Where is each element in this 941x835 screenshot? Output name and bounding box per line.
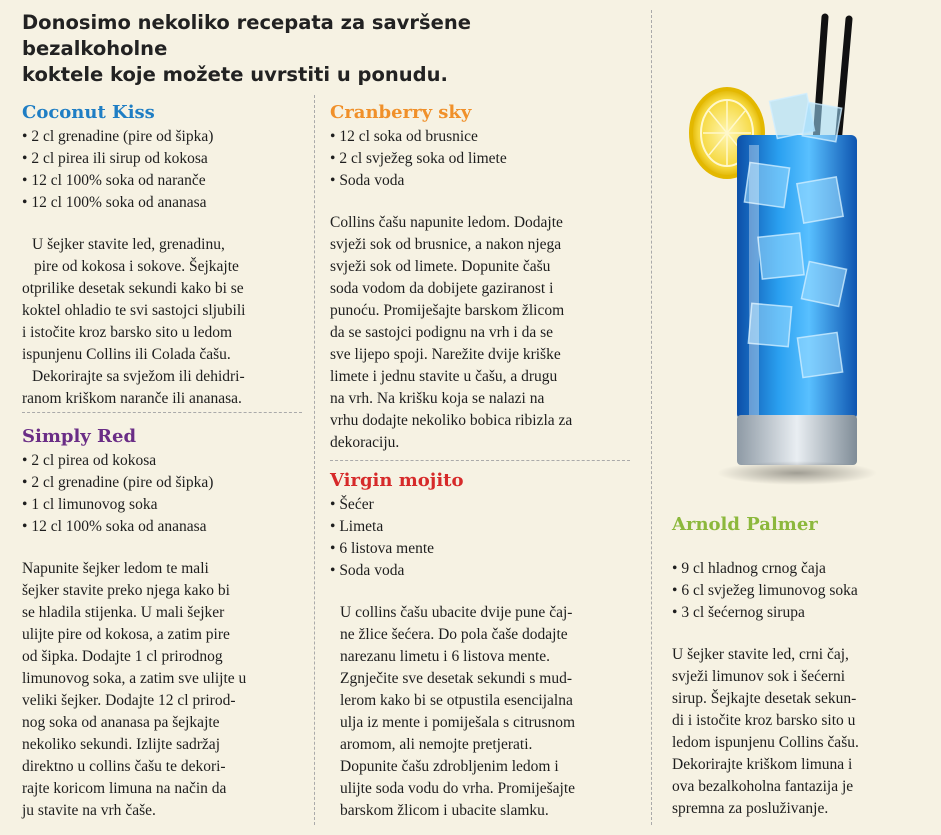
ingredient-item: • Soda voda [330,560,640,582]
instruction-line: di i istočite kroz barsko sito u [672,712,856,729]
instruction-line: vrhu dodajte nekoliko bobica ribizla za [330,412,573,429]
straw-right [837,19,849,155]
instruction-line: Napunite šejker ledom te mali [22,560,209,577]
recipe-title: Virgin mojito [330,470,464,491]
instruction-line: aromom, ali nemojte pretjerati. [340,736,533,753]
instruction-line: limete i jednu stavite u čašu, a drugu [330,368,558,385]
instruction-line: sirup. Šejkajte desetak sekun- [672,690,857,707]
ingredient-item: • Šećer [330,494,640,516]
instruction-line: ranom kriškom naranče ili ananasa. [22,390,242,407]
ingredient-item: • Limeta [330,516,640,538]
ingredient-item: • 2 cl grenadine (pire od šipka) [22,472,307,494]
glass-shadow [717,461,877,485]
instruction-line: otprilike desetak sekundi kako bi se [22,280,244,297]
ingredient-item: • 12 cl 100% soka od naranče [22,170,307,192]
instruction-line: i istočite kroz barsko sito u ledom [22,324,233,341]
recipe-title: Simply Red [22,426,137,447]
recipe-title: Coconut Kiss [22,102,155,123]
instruction-line: ulijte pire od kokosa, a zatim pire [22,626,230,643]
blue-cocktail-illustration [665,5,935,495]
recipe-title: Arnold Palmer [672,514,818,535]
instruction-line: direktno u collins čašu te dekori- [22,758,226,775]
recipe-arnold-palmer [672,514,932,820]
ingredient-item: • 2 cl pirea ili sirup od kokosa [22,148,307,170]
glass-base [737,415,857,465]
intro-line: koktele koje možete uvrstiti u ponudu. [22,63,448,86]
ingredient-item: • Soda voda [330,170,640,192]
intro-line: Donosimo nekoliko recepata za savršene bezalkoholne [22,11,471,60]
instruction-line: soda vodom da dobijete gaziranost i [330,280,554,297]
column-divider [651,10,652,825]
instructions [22,234,307,410]
recipe-coconut-kiss [22,102,307,410]
intro-heading [22,10,612,88]
section-divider [330,460,630,461]
instruction-line: spremna za posluživanje. [672,800,829,817]
instruction-line: pire od kokosa i sokove. Šejkajte [34,258,239,275]
glass-highlight [749,145,759,415]
instruction-line: svježi limunov sok i šećerni [672,668,846,685]
instruction-line: sve lijepo spoji. Narežite dvije kriške [330,346,561,363]
ingredient-item: • 1 cl limunovog soka [22,494,307,516]
instruction-line: lerom kako bi se otpustila esencijalna [340,692,573,709]
ingredient-item: • 2 cl pirea od kokosa [22,450,307,472]
instruction-line: dekoraciju. [330,434,400,451]
instruction-line: od šipka. Dodajte 1 cl prirodnog [22,648,223,665]
instruction-line: ju stavite na vrh čaše. [22,802,156,819]
instruction-line: U šejker stavite led, grenadinu, [32,236,225,253]
ingredient-list [330,494,640,582]
instruction-line: Dekorirajte sa svježom ili dehidri- [32,368,245,385]
instruction-line: se hladila stijenka. U mali šejker [22,604,225,621]
ingredient-item: • 9 cl hladnog crnog čaja [672,558,932,580]
instructions [672,644,932,820]
recipe-simply-red [22,426,307,822]
instruction-line: ulijte soda vodu do vrha. Promiješajte [340,780,576,797]
ingredient-item: • 2 cl svježeg soka od limete [330,148,640,170]
recipe-cranberry-sky [330,102,640,454]
instruction-line: limunovog soka, a zatim sve ulijte u [22,670,247,687]
instruction-line: rajte koricom limuna na način da [22,780,227,797]
instruction-line: narezanu limetu i 6 listova mente. [340,648,551,665]
instruction-line: nekoliko sekundi. Izlijte sadržaj [22,736,220,753]
instruction-line: svježi sok od brusnice, a nakon njega [330,236,562,253]
instruction-line: ova bezalkoholna fantazija je [672,778,854,795]
column-divider [314,95,315,825]
ingredient-item: • 12 cl 100% soka od ananasa [22,516,307,538]
ingredient-item: • 12 cl 100% soka od ananasa [22,192,307,214]
instruction-line: šejker stavite preko njega kako bi [22,582,230,599]
section-divider [22,412,302,413]
instruction-line: ispunjenu Collins ili Colada čašu. [22,346,231,363]
ingredient-list [672,558,932,624]
instruction-line: punoću. Promiješajte barskom žlicom [330,302,565,319]
instruction-line: Zgnječite sve desetak sekundi s mud- [340,670,573,687]
instruction-line: svježi sok od limete. Dopunite čašu [330,258,551,275]
instruction-line: ulja iz mente i pomiješala s citrusnom [340,714,576,731]
ingredient-list [22,450,307,538]
ingredient-list [22,126,307,214]
instruction-line: Dekorirajte kriškom limuna i [672,756,853,773]
instruction-line: ledom ispunjenu Collins čašu. [672,734,859,751]
instruction-line: veliki šejker. Dodajte 12 cl prirod- [22,692,236,709]
instruction-line: Collins čašu napunite ledom. Dodajte [330,214,563,231]
instruction-line: U collins čašu ubacite dvije pune čaj- [340,604,573,621]
instruction-line: U šejker stavite led, crni čaj, [672,646,849,663]
instruction-line: da se sastojci podignu na vrh i da se [330,324,553,341]
ingredient-item: • 6 listova mente [330,538,640,560]
instruction-line: barskom žlicom i ubacite slamku. [340,802,549,819]
ingredient-list [330,126,640,192]
instruction-line: nog soka od ananasa pa šejkajte [22,714,220,731]
ingredient-item: • 3 cl šećernog sirupa [672,602,932,624]
recipe-virgin-mojito [330,470,640,822]
instructions [22,558,307,822]
ingredient-item: • 2 cl grenadine (pire od šipka) [22,126,307,148]
instructions [330,212,640,454]
ingredient-item: • 6 cl svježeg limunovog soka [672,580,932,602]
instruction-line: koktel ohladio te svi sastojci sljubili [22,302,246,319]
recipe-title: Cranberry sky [330,102,472,123]
ingredient-item: • 12 cl soka od brusnice [330,126,640,148]
instructions [330,602,640,822]
instruction-line: na vrh. Na krišku koja se nalazi na [330,390,545,407]
instruction-line: ne žlice šećera. Do pola čaše dodajte [340,626,568,643]
instruction-line: Dopunite čašu zdrobljenim ledom i [340,758,559,775]
